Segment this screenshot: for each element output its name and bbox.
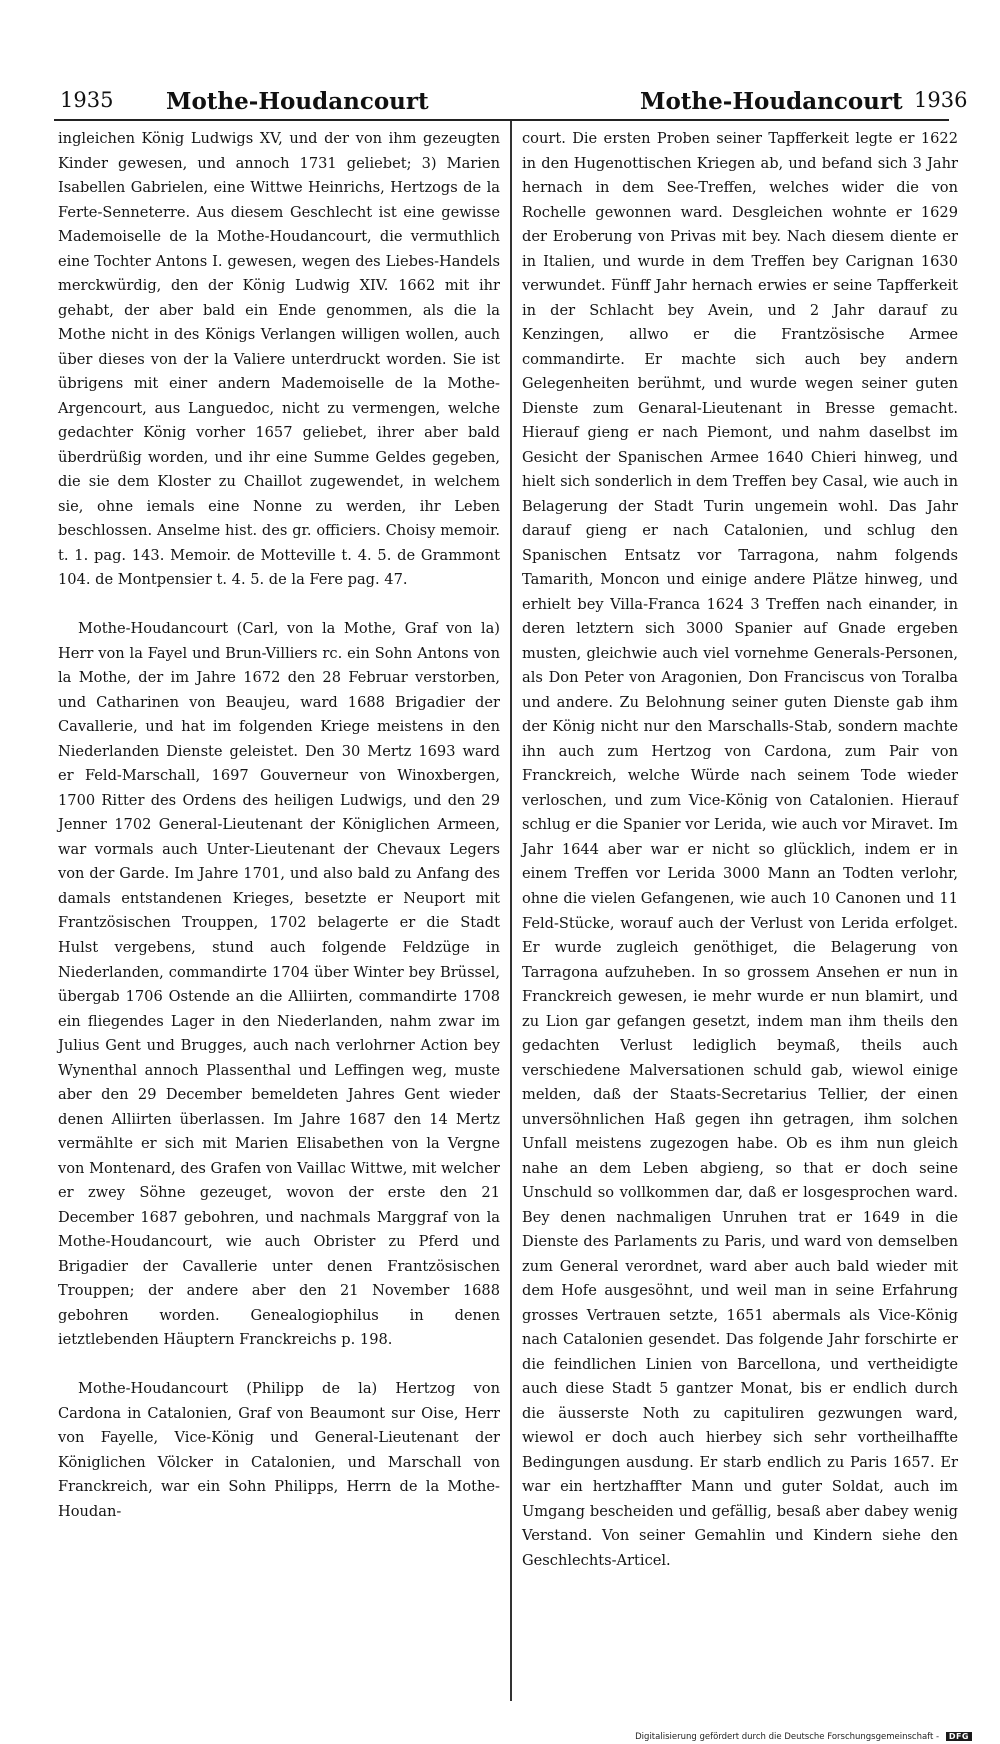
entry-continuation: ingleichen König Ludwigs XV, und der von ihm gezeugten Kinder gewesen, und annoch 1731 geliebet; 3) Marien Isabellen Gabrielen, eine Wittwe Heinrichs, Hertzogs de la Ferte-Senneterre. Aus diesem Geschlecht ist eine gewisse Mademoiselle de la Mothe-Houdancourt, die vermuthlich eine Tochter Antons I. gewesen, wegen des Liebes-Handels merckwürdig, den der König Ludwig XIV. 1662 mit ihr gehabt, der aber bald ein Ende genommen, als die la Mothe nicht in des Königs Verlangen willigen wollen, auch über dieses von der la Valiere unterdruckt worden. Sie ist übrigens mit einer andern Mademoiselle de la Mothe-Argencourt, aus Languedoc, nicht zu vermengen, welche gedachter König vorher 1657 geliebet, ihrer aber bald überdrüßig worden, und ihr eine Summe Geldes gegeben, die sie dem Kloster zu Chaillot zugewendet, in welchem sie, ohne iemals eine Nonne zu werden, ihr Leben beschlossen. Anselme hist. des gr. officiers. Choisy memoir. t. 1. pag. 143. Memoir. de Motteville t. 4. 5. de Grammont 104. de Montpensier t. 4. 5. de la Fere pag. 47. [58,130,500,589]
column-divider [510,121,512,1701]
digitization-footer [635,1732,972,1742]
right-column [522,127,958,1573]
running-header [54,84,968,120]
left-column [58,127,500,1524]
running-title-left: Mothe-Houdancourt [166,88,429,115]
header-rule [54,119,949,121]
dfg-logo: DFG [946,1732,972,1741]
entry-philipp-continued: court. Die ersten Proben seiner Tapfferkeit legte er 1622 in den Hugenottischen Kriegen ab, und befand sich 3 Jahr hernach in dem See-Treffen, welches wider die von Rochelle gewonnen ward. Desgleichen wohnte er 1629 der Eroberung von Privas mit bey. Nach diesem diente er in Italien, und wurde in dem Treffen bey Carignan 1630 verwundet. Fünff Jahr hernach erwies er seine Tapfferkeit in der Schlacht bey Avein, und 2 Jahr darauf zu Kenzingen, allwo er die Frantzösische Armee commandirte. Er machte sich auch bey andern Gelegenheiten berühmt, und wurde wegen seiner guten Dienste zum Genaral-Lieutenant in Bresse gemacht. Hierauf gieng er nach Piemont, und nahm daselbst im Gesicht der Spanischen Armee 1640 Chieri hinweg, und hielt sich sonderlich in dem Treffen bey Casal, wie auch in Belagerung der Stadt Turin ungemein wohl. Das Jahr darauf gieng er nach Catalonien, und schlug den Spanischen Entsatz vor Tarragona, nahm folgends Tamarith, Moncon und einige andere Plätze hinweg, und erhielt bey Villa-Franca 1624 3 Treffen nach einander, in deren letztern sich 3000 Spanier auf Gnade ergeben musten, gleichwie auch viel vornehme Generals-Personen, als Don Peter von Aragonien, Don Franciscus von Toralba und andere. Zu Belohnung seiner guten Dienste gab ihm der König nicht nur den Marschalls-Stab, sondern machte ihn auch zum Hertzog von Cardona, zum Pair von Franckreich, welche Würde nach seinem Tode wieder verloschen, und zum Vice-König von Catalonien. Hierauf schlug er die Spanier vor Lerida, wie auch vor Miravet. Im Jahr 1644 aber war er nicht so glücklich, indem er in einem Treffen vor Lerida 3000 Mann an Todten verlohr, ohne die vielen Gefangenen, wie auch 10 Canonen und 11 Feld-Stücke, worauf auch der Verlust von Lerida erfolget. Er wurde zugleich genöthiget, die Belagerung von Tarragona aufzuheben. In so grossem Ansehen er nun in Franckreich gewesen, ie mehr wurde er nun blamirt, und zu Lion gar gefangen gesetzt, indem man ihm theils den gedachten Verlust lediglich beymaß, theils auch verschiedene Malversationen schuld gab, wiewol einige melden, daß der Staats-Secretarius Tellier, der einen unversöhnlichen Haß gegen ihn getragen, ihm solchen Unfall meistens zugezogen habe. Ob es ihm nun gleich nahe an dem Leben abgieng, so that er doch seine Unschuld so vollkommen dar, daß er losgesprochen ward. Bey denen nachmaligen Unruhen trat er 1649 in die Dienste des Parlaments zu Paris, und ward von demselben zum General verordnet, ward aber auch bald wieder mit dem Hofe ausgesöhnt, und weil man in seine Erfahrung grosses Vertrauen setzte, 1651 abermals als Vice-König nach Catalonien gesendet. Das folgende Jahr forschirte er die feindlichen Linien von Barcellona, und vertheidigte auch diese Stadt 5 gantzer Monat, bis er endlich durch die äusserste Noth zu capituliren gezwungen ward, wiewol er doch auch hierbey sich sehr vortheilhaffte Bedingungen ausdung. Er starb endlich zu Paris 1657. Er war ein hertzhaffter Mann und guter Soldat, auch im Umgang bescheiden und gefällig, besaß aber dabey wenig Verstand. Von seiner Gemahlin und Kindern siehe den Geschlechts-Articel. [522,130,958,1569]
entry-philipp: Mothe-Houdancourt (Philipp de la) Hertzog von Cardona in Catalonien, Graf von Beaumont sur Oise, Herr von Fayelle, Vice-König und General-Lieutenant der Königlichen Völcker in Catalonien, und Marschall von Franckreich, war ein Sohn Philipps, Herrn de la Mothe-Houdan- [58,1380,500,1520]
footer-credit: Digitalisierung gefördert durch die Deutsche Forschungsgemeinschaft - [635,1732,940,1742]
page-number-left: 1935 [60,88,114,112]
running-title-right: Mothe-Houdancourt [640,88,903,115]
page-number-right: 1936 [914,88,968,112]
entry-carl: Mothe-Houdancourt (Carl, von la Mothe, Graf von la) Herr von la Fayel und Brun-Villiers rc. ein Sohn Antons von la Mothe, der im Jahre 1672 den 28 Februar verstorben, und Catharinen von Beaujeu, ward 1688 Brigadier der Cavallerie, und hat im folgenden Kriege meistens in den Niederlanden Dienste geleistet. Den 30 Mertz 1693 ward er Feld-Marschall, 1697 Gouverneur von Winoxbergen, 1700 Ritter des Ordens des heiligen Ludwigs, und den 29 Jenner 1702 General-Lieutenant der Königlichen Armeen, war vormals auch Unter-Lieutenant der Chevaux Legers von der Garde. Im Jahre 1701, und also bald zu Anfang des damals entstandenen Krieges, besetzte er Neuport mit Frantzösischen Trouppen, 1702 belagerte er die Stadt Hulst vergebens, stund auch folgende Feldzüge in Niederlanden, commandirte 1704 über Winter bey Brüssel, übergab 1706 Ostende an die Alliirten, commandirte 1708 ein fliegendes Lager in den Niederlanden, nahm zwar im Julius Gent und Brugges, auch nach verlohrner Action bey Wynenthal annoch Plassenthal und Leffingen weg, muste aber den 29 December bemeldeten Jahres Gent wieder denen Alliirten überlassen. Im Jahre 1687 den 14 Mertz vermählte er sich mit Marien Elisabethen von la Vergne von Montenard, des Grafen von Vaillac Wittwe, mit welcher er zwey Söhne gezeuget, wovon der erste den 21 December 1687 gebohren, und nachmals Marggraf von la Mothe-Houdancourt, wie auch Obrister zu Pferd und Brigadier der Cavallerie unter denen Frantzösischen Trouppen; der andere aber den 21 November 1688 gebohren worden. Genealogiophilus in denen ietztlebenden Häuptern Franckreichs p. 198. [58,620,500,1349]
